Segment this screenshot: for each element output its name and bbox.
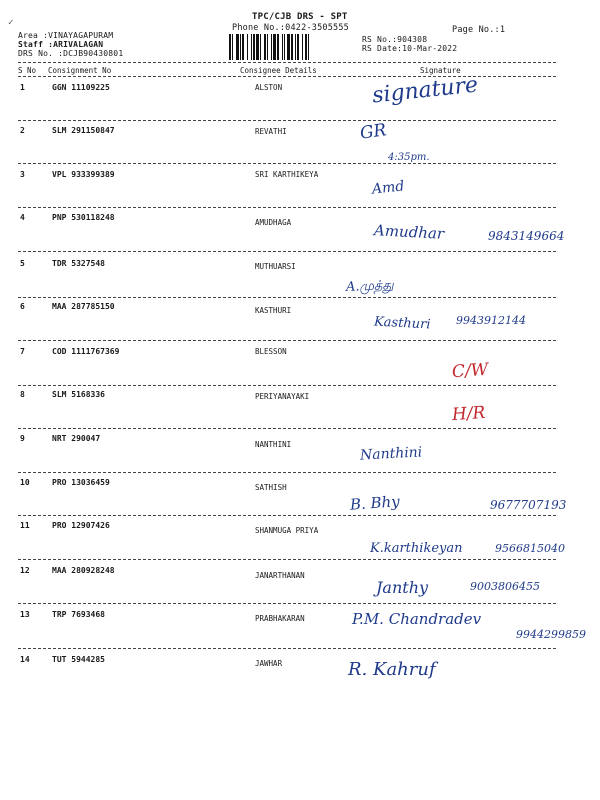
row-consignee-name: JANARTHANAN <box>255 571 305 580</box>
row-consignment-number: TRP 7693468 <box>52 610 105 619</box>
rs-number: RS No.:904308 <box>362 35 428 44</box>
row-signature: Amudhar <box>373 221 445 243</box>
row-consignee-name: MUTHUARSI <box>255 262 296 271</box>
company-title: TPC/CJB DRS - SPT <box>252 12 348 22</box>
row-serial-number: 8 <box>20 390 25 399</box>
header-top-rule <box>18 62 556 63</box>
row-serial-number: 12 <box>20 566 30 575</box>
row-signature: Kasthuri <box>373 314 431 333</box>
row-consignment-number: MAA 280928248 <box>52 566 115 575</box>
scan-mark: ✓ <box>8 18 14 28</box>
column-header-consignment: Consignment No <box>48 66 112 75</box>
row-consignee-name: SHANMUGA PRIYA <box>255 526 319 535</box>
area-field: Area :VINAYAGAPURAM <box>18 31 114 40</box>
row-divider <box>18 428 556 429</box>
row-consignee-name: KASTHURI <box>255 306 292 315</box>
row-handwritten-phone: 9943912144 <box>456 314 526 327</box>
row-handwritten-phone: 4:35pm. <box>388 152 430 163</box>
row-divider <box>18 120 556 121</box>
row-serial-number: 14 <box>20 655 30 664</box>
row-divider <box>18 385 556 386</box>
barcode-image <box>229 34 359 60</box>
row-signature: Janthy <box>376 578 429 597</box>
row-consignee-name: REVATHI <box>255 127 287 136</box>
row-handwritten-phone: 9003806455 <box>470 580 540 593</box>
row-serial-number: 10 <box>20 478 30 487</box>
row-serial-number: 13 <box>20 610 30 619</box>
row-serial-number: 3 <box>20 170 25 179</box>
row-signature: H/R <box>451 402 487 426</box>
row-consignment-number: VPL 933399389 <box>52 170 115 179</box>
column-header-signature: Signature <box>420 66 461 75</box>
row-divider <box>18 163 556 164</box>
row-signature: GR <box>358 120 388 144</box>
row-divider <box>18 472 556 473</box>
row-signature: Nanthini <box>359 444 423 464</box>
barcode-bar <box>309 34 311 60</box>
row-divider <box>18 515 556 516</box>
row-signature: R. Kahruf <box>348 659 436 680</box>
row-signature: A.முத்து <box>345 278 394 295</box>
row-consignee-name: BLESSON <box>255 347 287 356</box>
rs-date: RS Date:10-Mar-2022 <box>362 44 458 53</box>
row-divider <box>18 559 556 560</box>
row-consignment-number: TUT 5944285 <box>52 655 105 664</box>
row-consignment-number: GGN 11109225 <box>52 83 110 92</box>
row-consignment-number: SLM 5168336 <box>52 390 105 399</box>
row-divider <box>18 603 556 604</box>
drs-number: DRS No. :DCJB90430801 <box>18 49 124 58</box>
row-consignment-number: SLM 291150847 <box>52 126 115 135</box>
row-consignee-name: SATHISH <box>255 483 287 492</box>
row-signature: Amd <box>371 178 406 198</box>
phone-number: Phone No.:0422-3505555 <box>232 23 349 33</box>
column-header-sno: S No <box>18 66 37 75</box>
row-divider <box>18 297 556 298</box>
row-consignment-number: PRO 12907426 <box>52 521 110 530</box>
row-signature: C/W <box>451 359 489 383</box>
row-divider <box>18 251 556 252</box>
row-consignment-number: COD 1111767369 <box>52 347 120 356</box>
row-handwritten-phone: 9566815040 <box>495 542 565 555</box>
row-consignee-name: JAWHAR <box>255 659 283 668</box>
row-consignment-number: TDR 5327548 <box>52 259 105 268</box>
row-divider <box>18 340 556 341</box>
row-handwritten-phone: 9677707193 <box>490 498 567 512</box>
row-consignee-name: SRI KARTHIKEYA <box>255 170 319 179</box>
row-serial-number: 11 <box>20 521 30 530</box>
row-serial-number: 7 <box>20 347 25 356</box>
row-serial-number: 1 <box>20 83 25 92</box>
row-divider <box>18 207 556 208</box>
row-divider <box>18 648 556 649</box>
row-serial-number: 9 <box>20 434 25 443</box>
row-signature: K.karthikeyan <box>370 541 463 556</box>
row-consignment-number: PRO 13036459 <box>52 478 110 487</box>
row-serial-number: 6 <box>20 302 25 311</box>
row-signature: P.M. Chandradev <box>352 610 482 628</box>
row-consignee-name: PERIYANAYAKI <box>255 392 310 401</box>
row-handwritten-phone: 9843149664 <box>488 229 565 243</box>
row-consignee-name: AMUDHAGA <box>255 218 292 227</box>
row-consignee-name: PRABHAKARAN <box>255 614 305 623</box>
row-consignment-number: MAA 287785150 <box>52 302 115 311</box>
row-consignment-number: NRT 290047 <box>52 434 101 443</box>
row-consignee-name: ALSTON <box>255 83 283 92</box>
row-serial-number: 4 <box>20 213 25 222</box>
row-consignee-name: NANTHINI <box>255 440 292 449</box>
row-consignment-number: PNP 530118248 <box>52 213 115 222</box>
row-handwritten-phone: 9944299859 <box>516 628 586 641</box>
page-number: Page No.:1 <box>452 25 506 35</box>
row-signature: B. Bhy <box>349 492 401 514</box>
column-header-details: Consignee Details <box>240 66 317 75</box>
row-signature: signature <box>370 72 480 109</box>
staff-field: Staff :ARIVALAGAN <box>18 40 104 49</box>
row-serial-number: 5 <box>20 259 25 268</box>
row-serial-number: 2 <box>20 126 25 135</box>
